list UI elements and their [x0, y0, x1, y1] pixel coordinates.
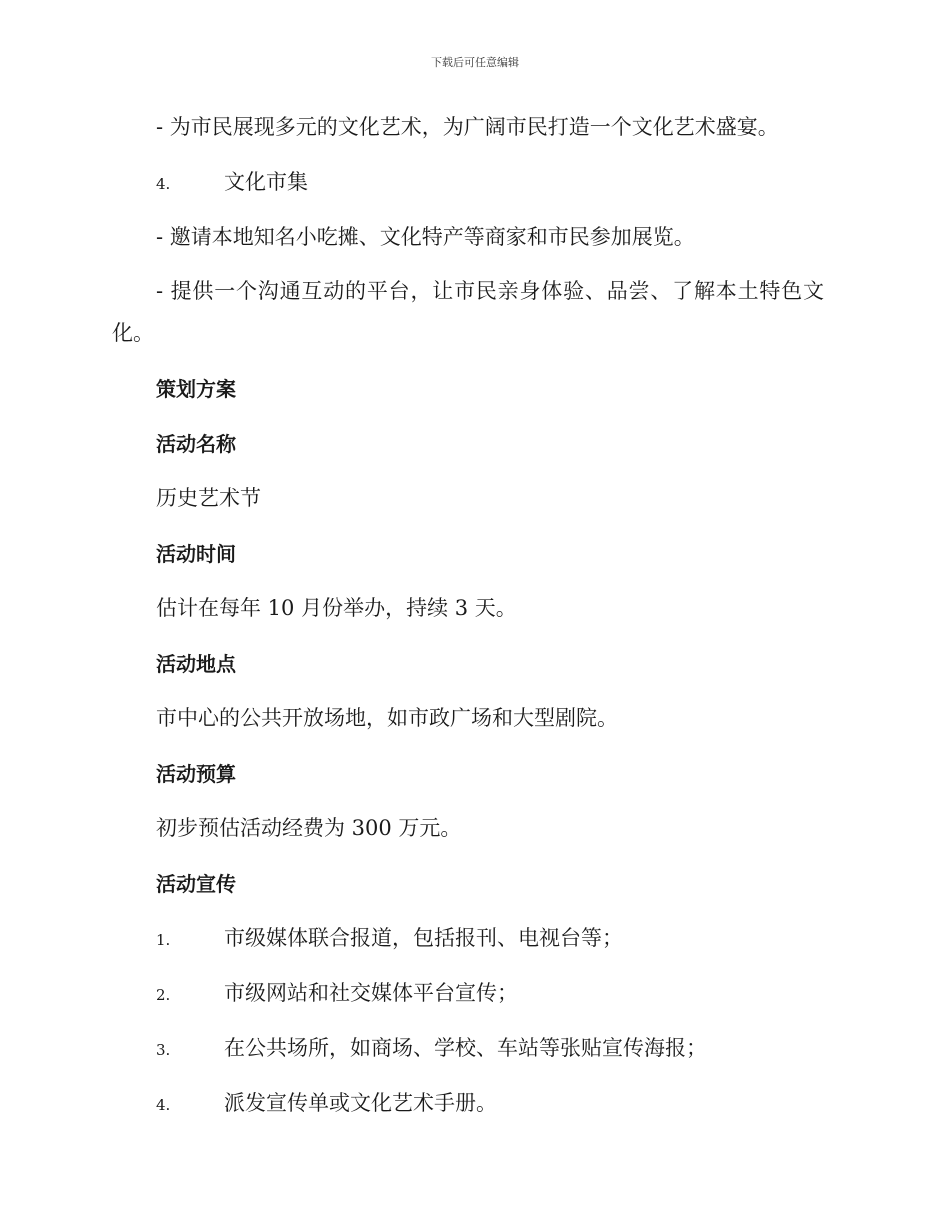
- heading-event-place: 活动地点: [156, 652, 236, 676]
- list-item: 在公共场所，如商场、学校、车站等张贴宣传海报；: [224, 1036, 707, 1060]
- paragraph-culture-feast: - 为市民展现多元的文化艺术，为广阔市民打造一个文化艺术盛宴。: [156, 115, 779, 139]
- heading-event-name: 活动名称: [156, 432, 236, 456]
- list-item: 派发宣传单或文化艺术手册。: [224, 1091, 497, 1115]
- list-number: 4.: [156, 175, 171, 193]
- paragraph-interactive-platform: - 提供一个沟通互动的平台，让市民亲身体验、品尝、了解本土特色文化。: [112, 279, 824, 345]
- list-item: 市级网站和社交媒体平台宣传；: [224, 981, 518, 1005]
- list-number: 1.: [156, 931, 171, 949]
- heading-plan: 策划方案: [156, 377, 236, 401]
- list-item: 市级媒体联合报道，包括报刊、电视台等；: [224, 926, 623, 950]
- list-number: 2.: [156, 986, 171, 1004]
- heading-event-promo: 活动宣传: [156, 872, 236, 896]
- list-number: 4.: [156, 1096, 171, 1114]
- page-header-note: 下载后可任意编辑: [431, 56, 519, 69]
- paragraph-invite-vendors: - 邀请本地知名小吃摊、文化特产等商家和市民参加展览。: [156, 225, 695, 249]
- event-budget-value: 初步预估活动经费为 300 万元。: [156, 816, 462, 840]
- event-name-value: 历史艺术节: [156, 486, 261, 510]
- list-number: 3.: [156, 1041, 171, 1059]
- heading-event-budget: 活动预算: [156, 762, 236, 786]
- list-item-title: 文化市集: [224, 170, 308, 194]
- event-time-value: 估计在每年 10 月份举办，持续 3 天。: [156, 596, 517, 620]
- event-place-value: 市中心的公共开放场地，如市政广场和大型剧院。: [156, 706, 618, 730]
- heading-event-time: 活动时间: [156, 542, 236, 566]
